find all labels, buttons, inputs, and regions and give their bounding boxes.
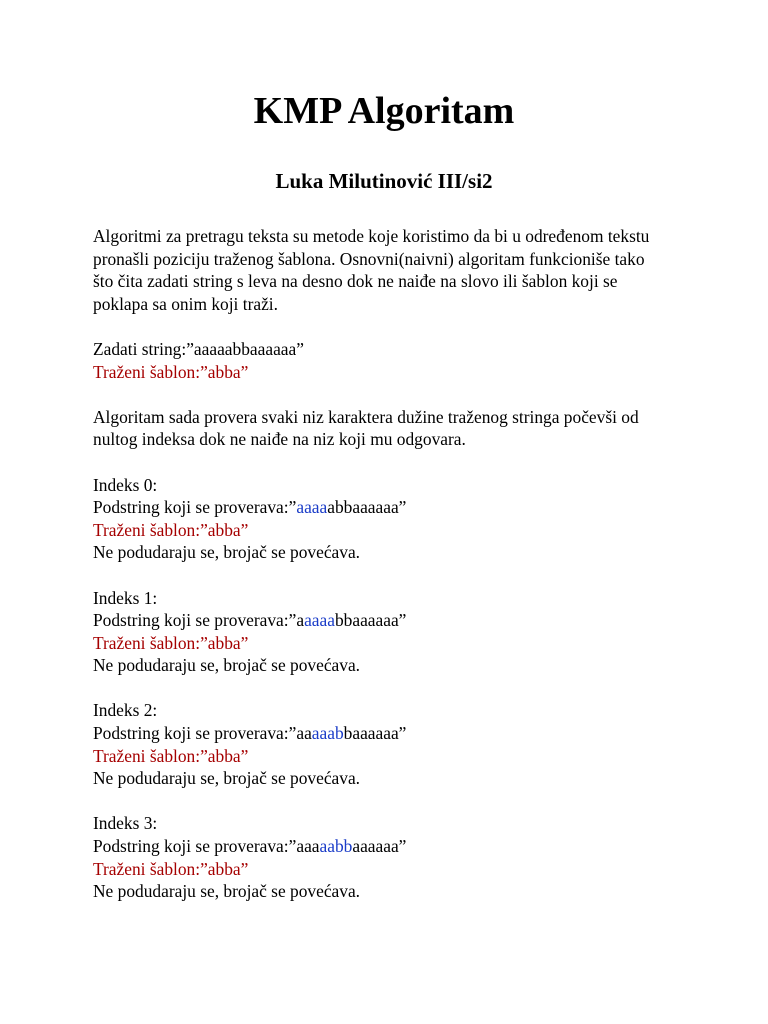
pattern-line: Traženi šablon:”abba” xyxy=(93,361,249,382)
substring-before: aaa xyxy=(296,836,320,857)
step-result: Ne podudaraju se, brojač se povećava. xyxy=(93,881,361,902)
step-substring xyxy=(93,496,693,519)
step-substring xyxy=(93,722,693,745)
step-pattern: Traženi šablon:”abba” xyxy=(93,632,249,653)
step-result: Ne podudaraju se, brojač se povećava. xyxy=(93,655,361,676)
document-title: KMP Algoritam xyxy=(253,90,515,132)
given-string: Zadati string:”aaaaabbaaaaaa” xyxy=(93,338,304,359)
step-substring xyxy=(93,609,693,632)
step-heading: Indeks 2: xyxy=(93,700,158,721)
substring-before: aa xyxy=(296,723,312,744)
step-index-0 xyxy=(93,474,693,564)
substring-prefix: Podstring koji se proverava:” xyxy=(93,610,297,631)
substring-highlight: aaaa xyxy=(296,497,328,518)
document-body xyxy=(93,225,693,903)
intro-line: što čita zadati string s leva na desno dok ne naiđe na slovo ili šablon koji se xyxy=(93,271,618,292)
step-index-1 xyxy=(93,587,693,677)
step-pattern: Traženi šablon:”abba” xyxy=(93,519,249,540)
intro-line: Algoritmi za pretragu teksta su metode koje koristimo da bi u određenom tekstu xyxy=(93,226,650,246)
step-result: Ne podudaraju se, brojač se povećava. xyxy=(93,768,361,789)
step-heading: Indeks 0: xyxy=(93,474,158,495)
substring-after: baaaaaa” xyxy=(343,723,407,744)
intro-line: pronašli poziciju traženog šablona. Osnovni(naivni) algoritam funkcioniše tako xyxy=(93,248,645,269)
substring-prefix: Podstring koji se proverava:” xyxy=(93,723,297,744)
document-subtitle: Luka Milutinović III/si2 xyxy=(275,169,493,193)
step-index-3 xyxy=(93,812,693,902)
substring-highlight: aabb xyxy=(319,836,353,857)
intro-paragraph xyxy=(93,225,693,315)
explanation-paragraph xyxy=(93,406,693,451)
step-heading: Indeks 3: xyxy=(93,813,158,834)
substring-prefix: Podstring koji se proverava:” xyxy=(93,497,297,518)
substring-after: bbaaaaaa” xyxy=(334,610,407,631)
substring-highlight: aaaa xyxy=(304,610,335,631)
intro-line: poklapa sa onim koji traži. xyxy=(93,293,278,314)
step-result: Ne podudaraju se, brojač se povećava. xyxy=(93,542,361,563)
substring-after: aaaaaa” xyxy=(352,836,407,857)
substring-highlight: aaab xyxy=(311,723,344,744)
substring-prefix: Podstring koji se proverava:” xyxy=(93,836,297,857)
step-pattern: Traženi šablon:”abba” xyxy=(93,858,249,879)
step-substring xyxy=(93,835,693,858)
explanation-line: nultog indeksa dok ne naiđe na niz koji mu odgovara. xyxy=(93,429,466,450)
step-pattern: Traženi šablon:”abba” xyxy=(93,745,249,766)
step-heading: Indeks 1: xyxy=(93,587,158,608)
explanation-line: Algoritam sada provera svaki niz karaktera dužine traženog stringa počevši od xyxy=(93,406,639,427)
substring-before: a xyxy=(296,610,305,631)
step-index-2 xyxy=(93,699,693,789)
substring-after: abbaaaaaa” xyxy=(327,497,407,518)
